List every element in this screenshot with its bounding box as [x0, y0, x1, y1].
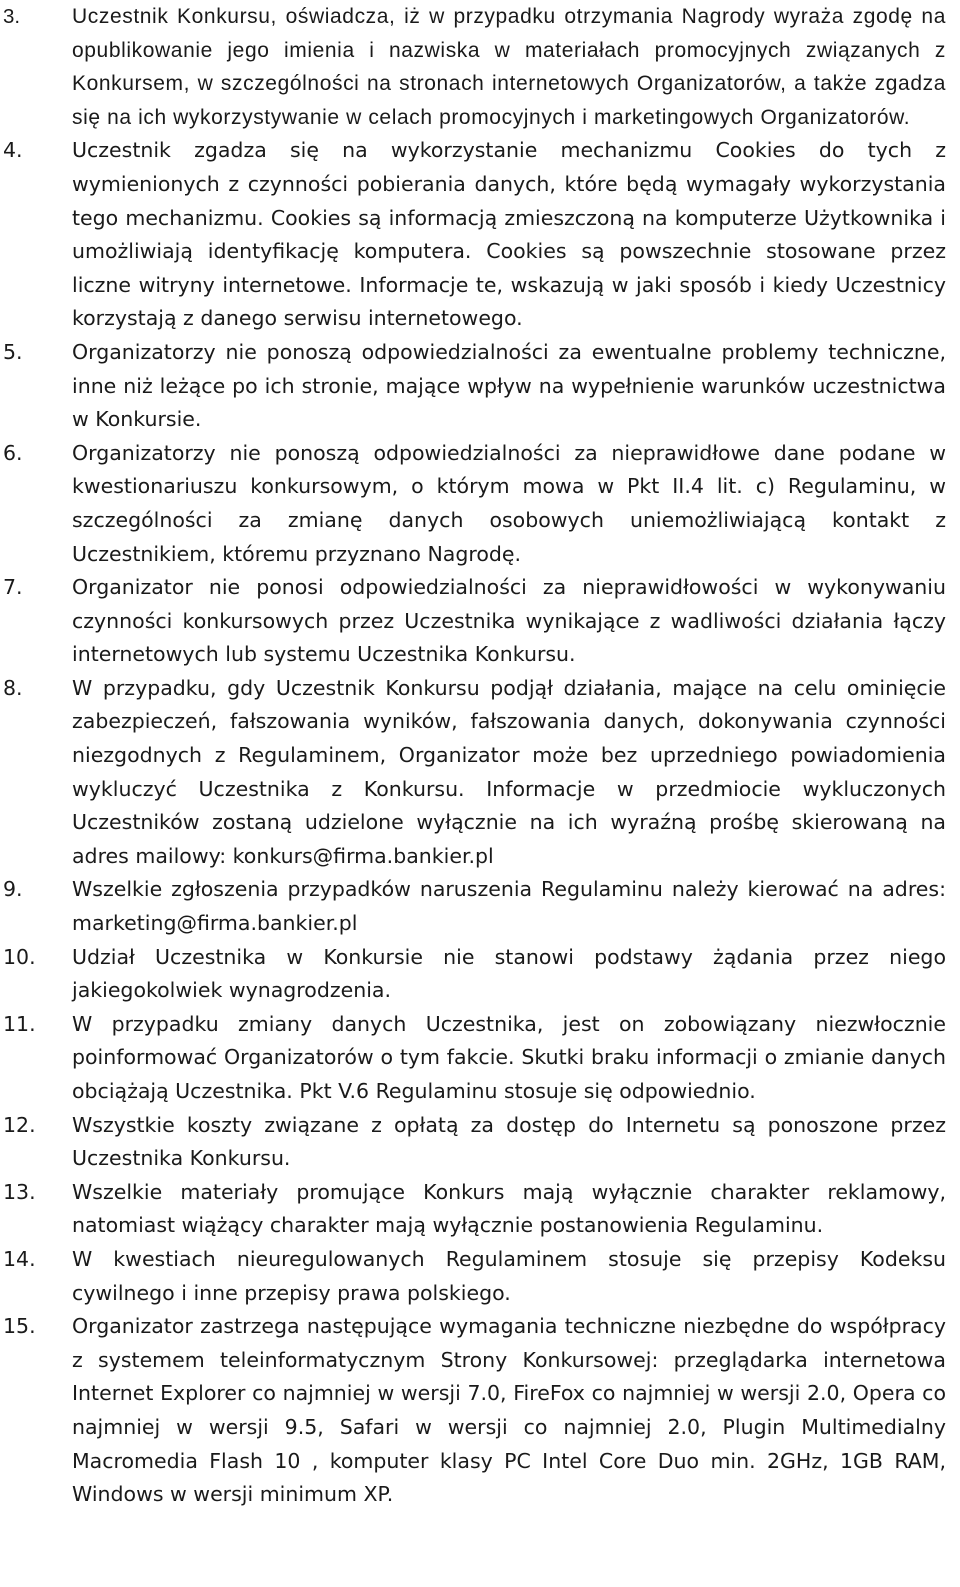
clause-text: Organizator zastrzega następujące wymagania techniczne niezbędne do współpracy z systemem teleinformatycznym Strony Konkursowej: przeglądarka internetowa Internet Explorer co najmniej w wersji 7.0, FireFox co najmniej w wersji 2.0, Opera co najmniej w wersji 9.5, Safari w wersji co najmniej 2.0, Plugin Multimedialny Macromedia Flash 10 , komputer klasy PC Intel Core Duo min. 2GHz, 1GB RAM, Windows w wersji minimum XP. — [72, 1314, 946, 1507]
clause-15 — [0, 1310, 960, 1512]
clause-text: Wszelkie zgłoszenia przypadków naruszenia Regulaminu należy kierować na adres: marketing@firma.bankier.pl — [72, 877, 946, 936]
clause-text: Uczestnik Konkursu, oświadcza, iż w przypadku otrzymania Nagrody wyraża zgodę na opublikowanie jego imienia i nazwiska w materiałach promocyjnych związanych z Konkursem, w szczególności na stronach internetowych Organizatorów, a także zgadza się na ich wykorzystywanie w celach promocyjnych i marketingowych Organizatorów. — [72, 5, 946, 129]
clause-9 — [0, 873, 960, 940]
clause-3 — [0, 0, 960, 134]
clause-14 — [0, 1243, 960, 1310]
clause-number: 8. — [3, 675, 23, 700]
clause-text: Organizatorzy nie ponoszą odpowiedzialności za ewentualne problemy techniczne, inne niż leżące po ich stronie, mające wpływ na wypełnienie warunków uczestnictwa w Konkursie. — [72, 339, 946, 432]
clause-text: W przypadku zmiany danych Uczestnika, jest on zobowiązany niezwłocznie poinformować Organizatorów o tym fakcie. Skutki braku informacji o zmianie danych obciążają Uczestnika. Pkt V.6 Regulaminu stosuje się odpowiednio. — [72, 1011, 946, 1103]
clause-text: Wszelkie materiały promujące Konkurs mają wyłącznie charakter reklamowy, natomiast wiążący charakter mają wyłącznie postanowienia Regulaminu. — [72, 1179, 946, 1238]
clause-8 — [0, 672, 960, 874]
clause-text: Udział Uczestnika w Konkursie nie stanowi podstawy żądania przez niego jakiegokolwiek wynagrodzenia. — [72, 944, 946, 1003]
clause-number: 13. — [3, 1179, 36, 1204]
clause-number: 6. — [3, 440, 23, 465]
clause-number: 7. — [3, 575, 23, 600]
clause-text: W kwestiach nieuregulowanych Regulaminem stosuje się przepisy Kodeksu cywilnego i inne przepisy prawa polskiego. — [72, 1246, 946, 1305]
clause-text: Uczestnik zgadza się na wykorzystanie mechanizmu Cookies do tych z wymienionych z czynności pobierania danych, które będą wymagały wykorzystania tego mechanizmu. Cookies są informacją zmieszczoną na komputerze Użytkownika i umożliwiają identyfikację komputera. Cookies są powszechnie stosowane przez liczne witryny internetowe. Informacje te, wskazują w jaki sposób i kiedy Uczestnicy korzystają z danego serwisu internetowego. — [72, 138, 946, 331]
clause-number: 9. — [3, 877, 23, 902]
clause-13 — [0, 1176, 960, 1243]
clause-4 — [0, 134, 960, 336]
clause-5 — [0, 336, 960, 437]
clause-text: Organizator nie ponosi odpowiedzialności za nieprawidłowości w wykonywaniu czynności konkursowych przez Uczestnika wynikające z wadliwości działania łączy internetowych lub systemu Uczestnika Konkursu. — [72, 575, 946, 667]
clause-number: 11. — [3, 1011, 36, 1036]
clause-6 — [0, 437, 960, 571]
clause-number: 5. — [3, 339, 23, 364]
clause-number: 12. — [3, 1112, 36, 1137]
clause-number: 4. — [3, 138, 23, 163]
clause-10 — [0, 941, 960, 1008]
clause-11 — [0, 1008, 960, 1109]
clause-text: W przypadku, gdy Uczestnik Konkursu podjął działania, mające na celu ominięcie zabezpieczeń, fałszowania wyników, fałszowania danych, dokonywania czynności niezgodnych z Regulaminem, Organizator może bez uprzedniego powiadomienia wykluczyć Uczestnika z Konkursu. Informacje w przedmiocie wykluczonych Uczestników zostaną udzielone wyłącznie na ich wyraźną prośbę skierowaną na adres mailowy: konkurs@firma.bankier.pl — [72, 675, 946, 868]
clause-number: 15. — [3, 1314, 36, 1339]
clause-number: 10. — [3, 944, 36, 969]
clause-7 — [0, 571, 960, 672]
clause-12 — [0, 1109, 960, 1176]
clause-number: 3. — [3, 5, 21, 28]
clause-number: 14. — [3, 1246, 36, 1271]
clause-text: Wszystkie koszty związane z opłatą za dostęp do Internetu są ponoszone przez Uczestnika Konkursu. — [72, 1112, 946, 1171]
clause-text: Organizatorzy nie ponoszą odpowiedzialności za nieprawidłowe dane podane w kwestionariuszu konkursowym, o którym mowa w Pkt II.4 lit. c) Regulaminu, w szczególności za zmianę danych osobowych uniemożliwiającą kontakt z Uczestnikiem, któremu przyznano Nagrodę. — [72, 440, 946, 566]
